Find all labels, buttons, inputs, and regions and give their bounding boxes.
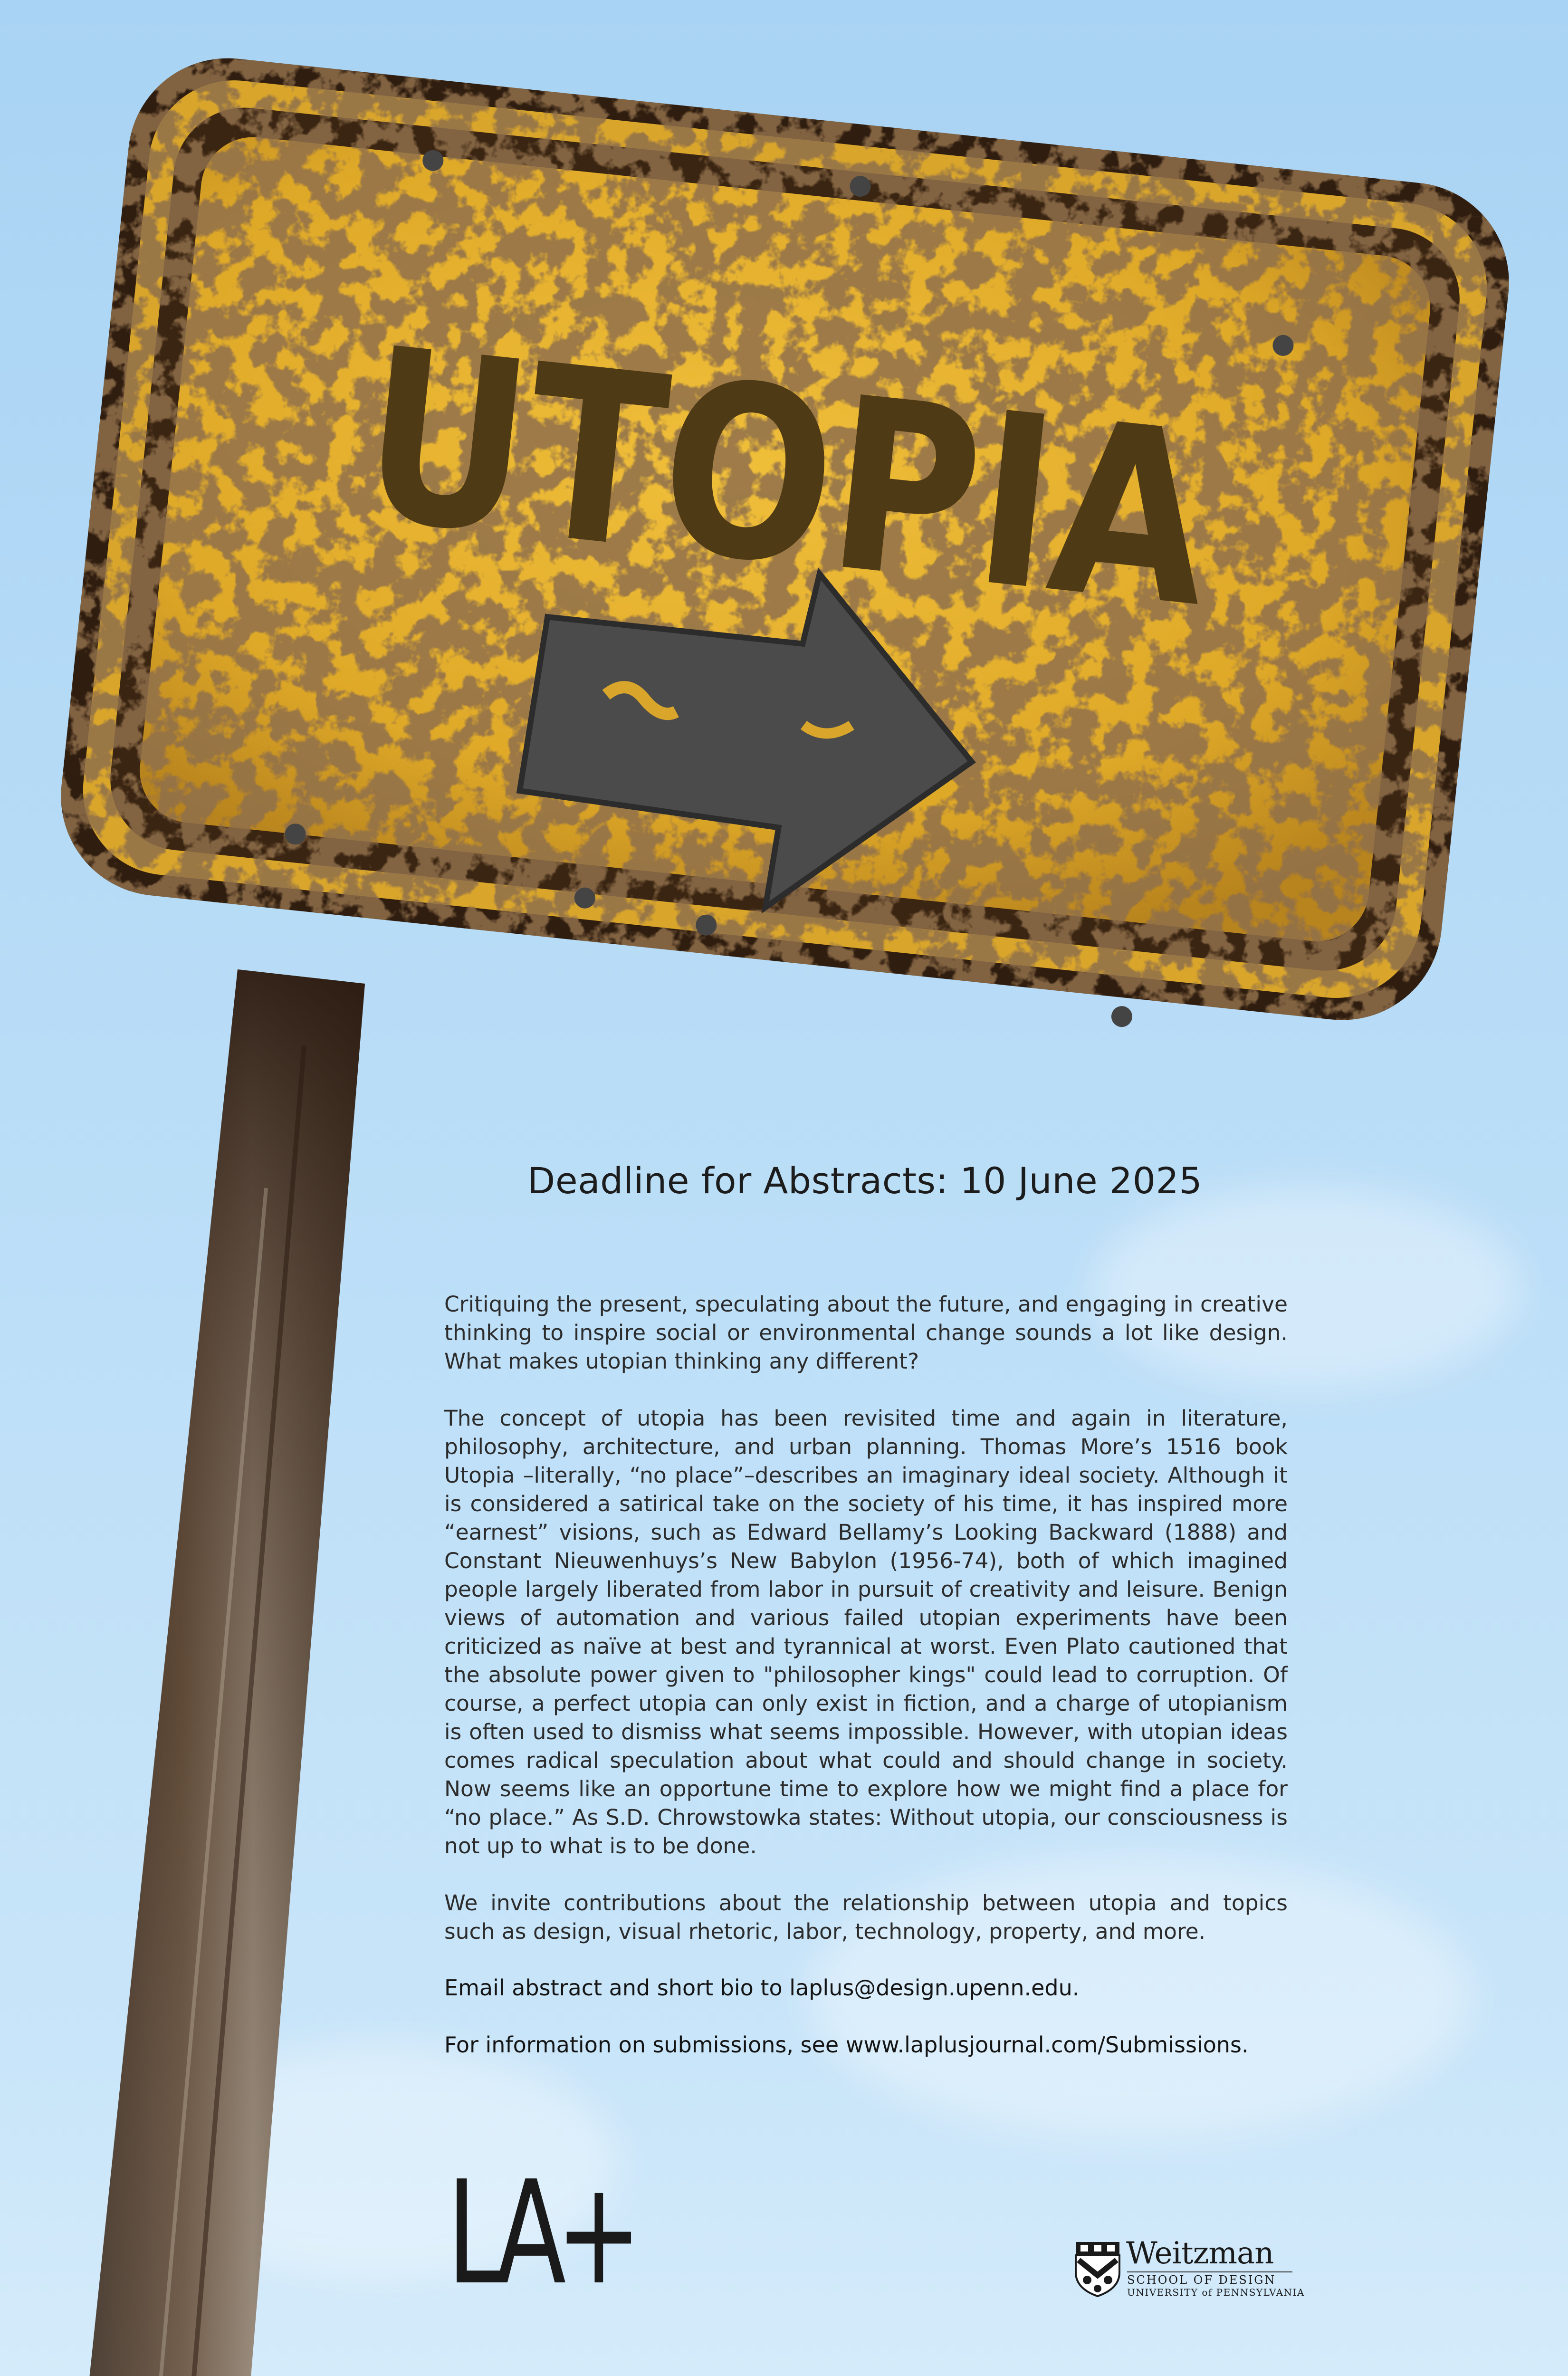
paragraph-concept: The concept of utopia has been revisited time and again in literature, philosophy, architecture, and urban planning. Thomas More’s 1516 book Utopia –literally, “no place”–describes an imaginary ideal society. Although it is considered a satirical take on the society of his time, it has inspired more “earnest” visions, such as Edward Bellamy’s Looking Backward (1888) and Constant Nieuwenhuys’s New Babylon (1956-74), both of which imagined people largely liberated from labor in pursuit of creativity and leisure. Benign views of automation and various failed utopian experiments have been criticized as naïve at best and tyrannical at worst. Even Plato cautioned that the absolute power given to "philosopher kings" could lead to corruption. Of course, a perfect utopia can only exist in fiction, and a charge of utopianism is often used to dismiss what seems impossible. However, with utopian ideas comes radical speculation about what could and should change in society. Now seems like an opportune time to explore how we might find a place for “no place.” As S.D. Chrowstowka states: Without utopia, our consciousness is not up to what is to be done. xyxy=(444,1406,1288,1859)
weitzman-school: SCHOOL OF DESIGN xyxy=(1127,2271,1292,2287)
paragraph-invite: We invite contributions about the relationship between utopia and topics such as design, visual rhetoric, labor, technology, property, and more. xyxy=(444,1890,1288,1944)
paragraph-intro: Critiquing the present, speculating about the future, and engaging in creative thinking to inspire social or environmental change sounds a lot like design. What makes utopian thinking any different? xyxy=(444,1292,1288,1374)
email-instruction: Email abstract and short bio to laplus@design.upenn.edu. xyxy=(444,1975,1080,2001)
submission-info: For information on submissions, see www.laplusjournal.com/Submissions. xyxy=(444,2032,1249,2058)
sign-pole xyxy=(85,969,365,2376)
weitzman-name: Weitzman xyxy=(1126,2236,1274,2271)
la-plus-logo: LA+ xyxy=(447,2150,632,2316)
penn-shield-icon xyxy=(1075,2241,1120,2297)
weitzman-university: UNIVERSITY of PENNSYLVANIA xyxy=(1127,2287,1305,2298)
call-for-abstracts-text xyxy=(444,1290,1288,2088)
deadline-heading: Deadline for Abstracts: 10 June 2025 xyxy=(527,1159,1203,1202)
weitzman-logo xyxy=(1075,2236,1305,2300)
sign-title: UTOPIA xyxy=(351,296,1378,677)
